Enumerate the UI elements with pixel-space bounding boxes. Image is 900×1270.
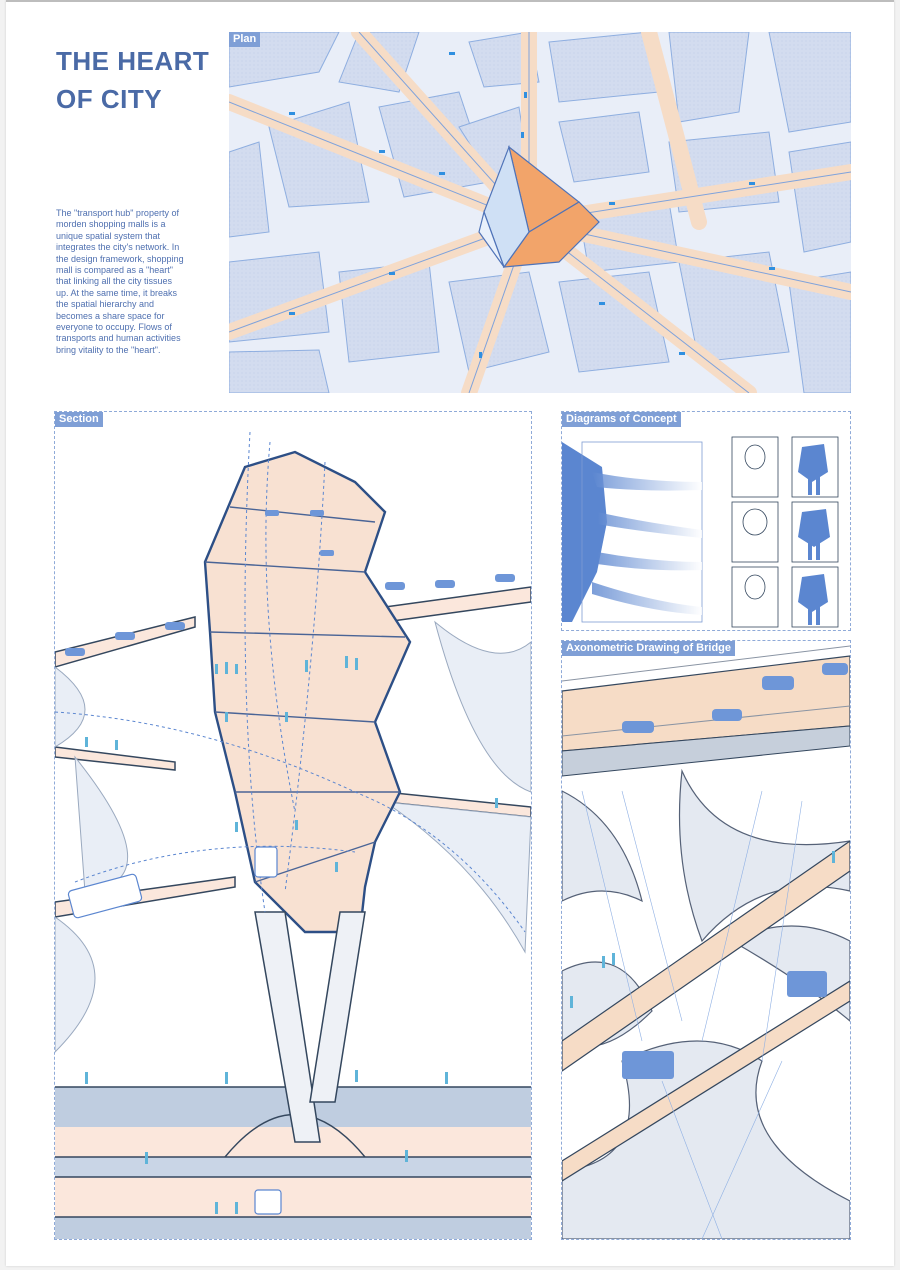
section-drawing [55,412,531,1239]
title-line-1: THE HEART [56,46,210,76]
plan-drawing [229,32,851,393]
axonometric-panel [561,640,851,1240]
axonometric-label: Axonometric Drawing of Bridge [562,641,735,656]
poster-title [56,42,226,118]
concept-panel [561,411,851,631]
plan-label: Plan [229,32,260,47]
plan-panel [229,32,851,393]
title-line-2: OF CITY [56,84,163,114]
concept-label: Diagrams of Concept [562,412,681,427]
axonometric-drawing [562,641,850,1239]
section-label: Section [55,412,103,427]
description-text: The "transport hub" property of morden shopping malls is a unique spatial system that integrates the city's network. In the design framework, shopping mall is compared as a "heart" that linking all the city tissues up. At the same time, it breaks the spatial hierarchy and becomes a share space for everyone to occupy. Flows of transports and human activities bring vitality to the "heart". [56,208,184,355]
concept-drawing [562,412,850,630]
section-panel [54,411,532,1240]
